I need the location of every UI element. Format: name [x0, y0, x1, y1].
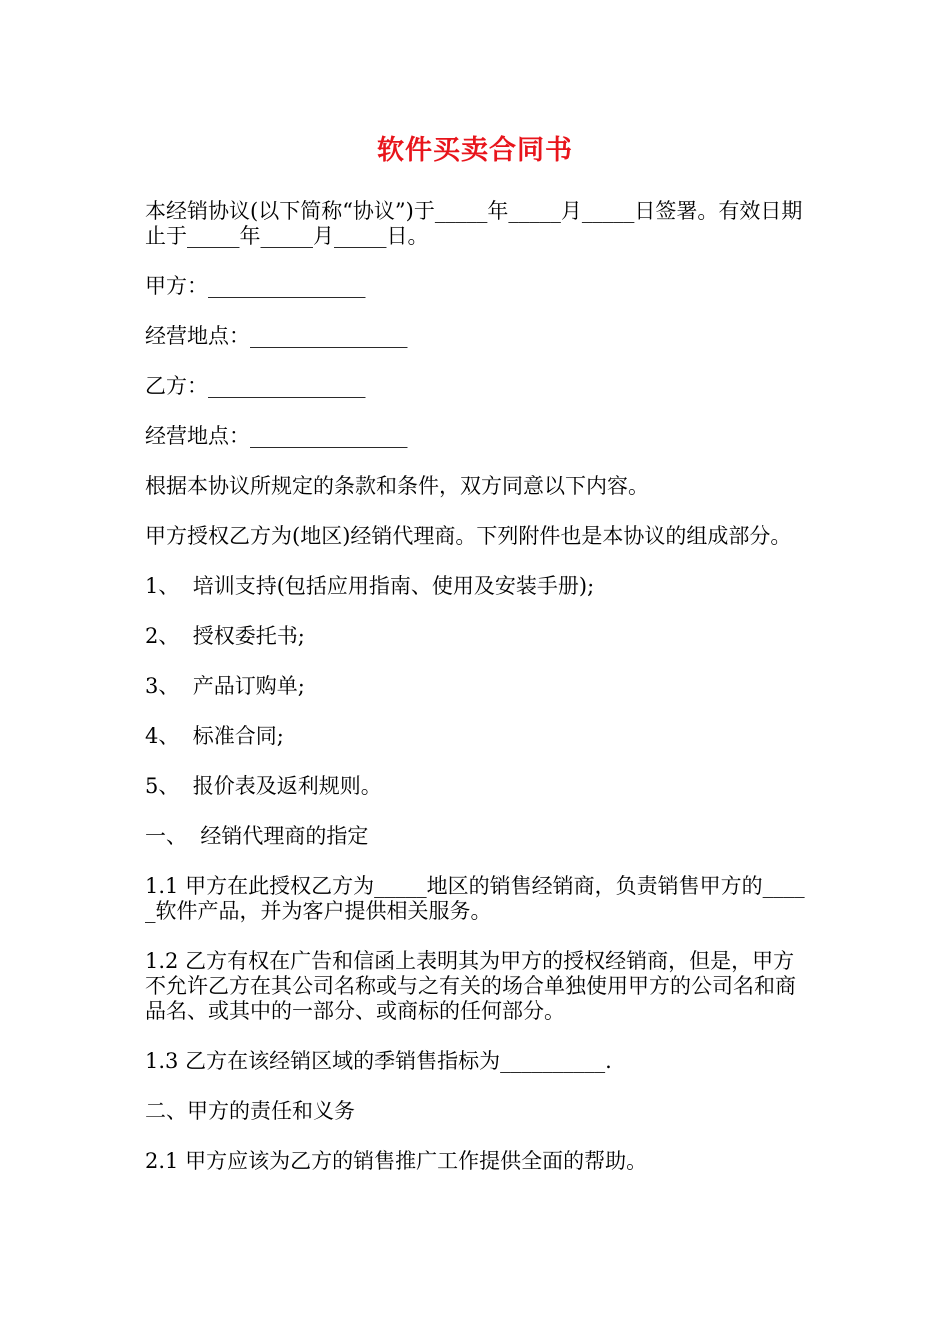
clause-2-1: 2.1 甲方应该为乙方的销售推广工作提供全面的帮助。 — [145, 1149, 648, 1173]
clause-1-1: 1.1 甲方在此授权乙方为_____地区的销售经销商，负责销售甲方的_____软件产品，并为客户提供相关服务。 — [145, 874, 805, 923]
list-item-attachment-4: 4、 标准合同; — [145, 724, 284, 748]
paragraph-authorization: 甲方授权乙方为(地区)经销代理商。下列附件也是本协议的组成部分。 — [145, 524, 792, 548]
section-heading-2: 二、甲方的责任和义务 — [145, 1099, 355, 1123]
list-item-attachment-3: 3、 产品订购单; — [145, 674, 305, 698]
paragraph-preamble: 本经销协议(以下简称“协议”)于_____年_____月_____日签署。有效日期止于_____年_____月_____日。 — [145, 199, 803, 248]
clause-1-2: 1.2 乙方有权在广告和信函上表明其为甲方的授权经销商，但是，甲方不允许乙方在其公司名称或与之有关的场合单独使用甲方的公司名和商品名、或其中的一部分、或商标的任何部分。 — [145, 949, 796, 1023]
list-item-attachment-1: 1、 培训支持(包括应用指南、使用及安装手册); — [145, 574, 595, 598]
paragraph-agreement-basis: 根据本协议所规定的条款和条件，双方同意以下内容。 — [145, 474, 649, 498]
paragraph-party-a: 甲方：_______________ — [145, 274, 366, 298]
list-item-attachment-5: 5、 报价表及返利规则。 — [145, 774, 382, 798]
document-title: 软件买卖合同书 — [377, 135, 573, 166]
clause-1-3: 1.3 乙方在该经销区域的季销售指标为__________. — [145, 1049, 612, 1073]
paragraph-party-a-address: 经营地点：_______________ — [145, 324, 408, 348]
section-heading-1: 一、 经销代理商的指定 — [145, 824, 369, 848]
paragraph-party-b-address: 经营地点：_______________ — [145, 424, 408, 448]
paragraph-party-b: 乙方：_______________ — [145, 374, 366, 398]
list-item-attachment-2: 2、 授权委托书; — [145, 624, 305, 648]
